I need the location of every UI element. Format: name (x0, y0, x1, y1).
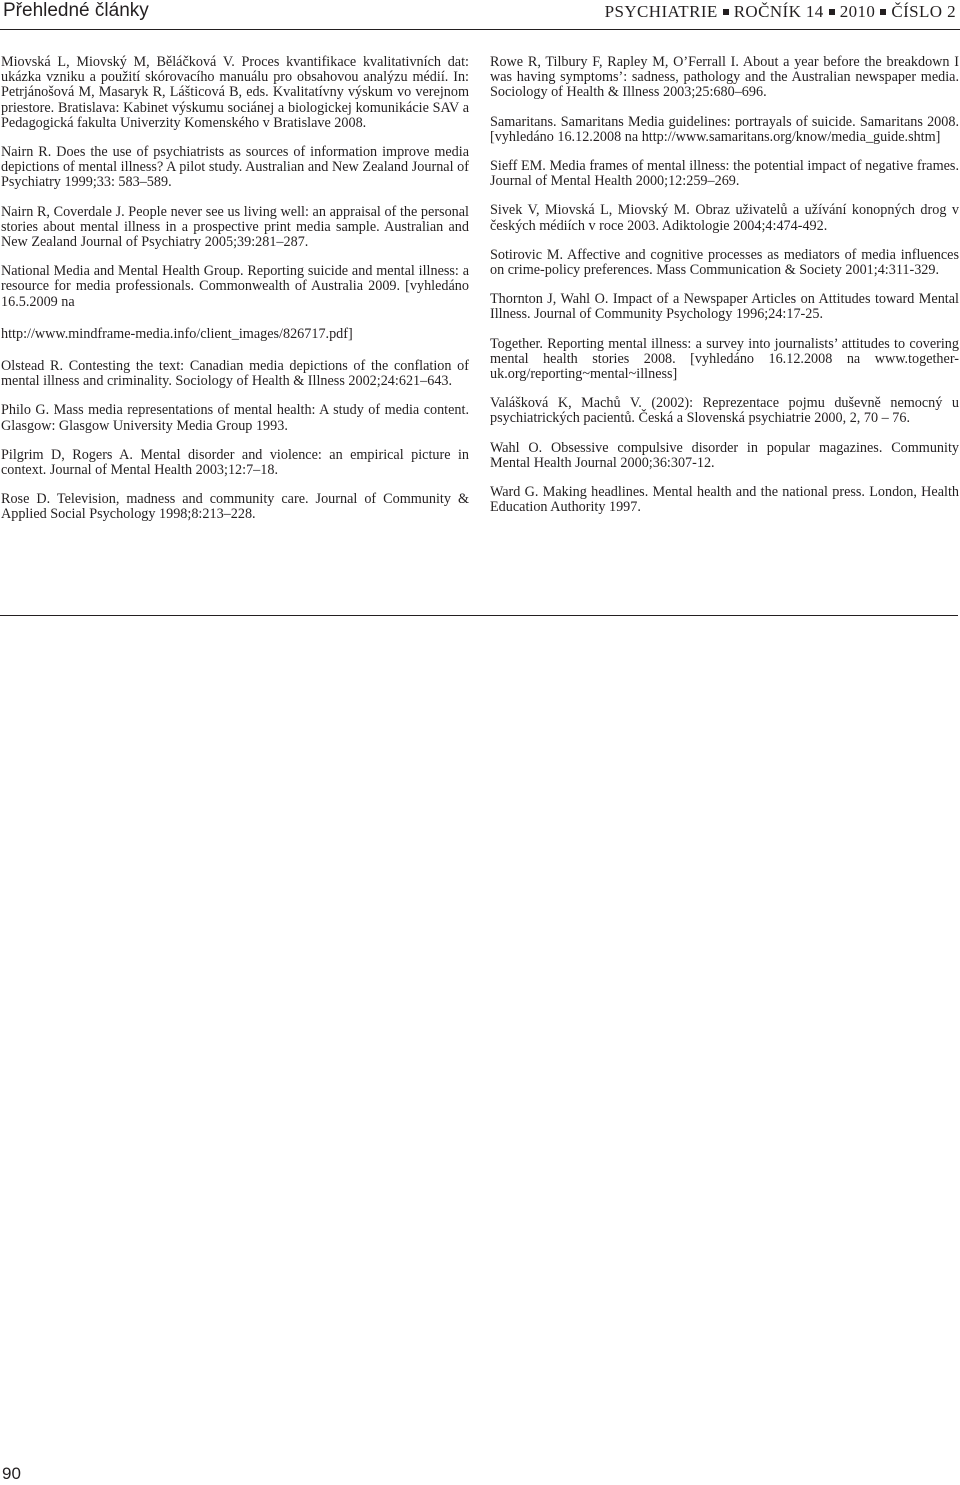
journal-issue: ČÍSLO 2 (891, 2, 956, 21)
reference-item: Sotirovic M. Affective and cognitive processes as mediators of media influences on crime-policy preferences. Mass Communication & Society 2001;4:311-329. (490, 246, 959, 279)
journal-info (605, 2, 956, 22)
reference-item: Rowe R, Tilbury F, Rapley M, O’Ferrall I. About a year before the breakdown I was having symptoms’: sadness, pathology and the Australian newspaper media. Sociology of Health & Illness 2003;25:680–696. (490, 54, 959, 101)
reference-item: Miovská L, Miovský M, Běláčková V. Proces kvantifikace kvalitativních dat: ukázka vzniku a použití skórovacího manuálu pro obsahovou analýzu médií. In: Petrjánošová M, Masaryk R, Lášticová B, eds. Kvalitatívny výskum vo verejnom priestore. Bratislava: Kabinet výskumu sociánej a biologickej komunikácie SAV a Pedagogická fakulta Univerzity Komenského v Bratislave 2008. (1, 54, 469, 131)
reference-url-line: http://www.mindframe-media.info/client_images/826717.pdf] (1, 325, 353, 342)
reference-column-left (1, 55, 469, 537)
reference-item: Wahl O. Obsessive compulsive disorder in popular magazines. Community Mental Health Journal 2000;36:307-12. (490, 439, 959, 471)
square-bullet-icon (829, 9, 835, 15)
square-bullet-icon (880, 9, 886, 15)
reference-item: National Media and Mental Health Group. Reporting suicide and mental illness: a resource for media professionals. Commonwealth of Australia 2009. [vyhledáno 16.5.2009 na (1, 263, 469, 310)
reference-item: Sieff EM. Media frames of mental illness: the potential impact of negative frames. Journal of Mental Health 2000;12:259–269. (490, 158, 959, 190)
reference-item: Thornton J, Wahl O. Impact of a Newspaper Articles on Attitudes toward Mental Illness. Journal of Community Psychology 1996;24:17-25. (490, 291, 959, 323)
journal-year: 2010 (839, 2, 876, 21)
journal-volume: ROČNÍK 14 (733, 2, 824, 21)
running-head (0, 0, 960, 30)
section-label: Přehledné články (3, 0, 149, 21)
reference-column-right (490, 55, 959, 529)
reference-item: Valášková K, Machů V. (2002): Reprezentace pojmu duševně nemocný u psychiatrických pacientů. Česká a Slovenská psychiatrie 2000, 2, 70 – 76. (490, 395, 959, 427)
reference-item: Nairn R. Does the use of psychiatrists as sources of information improve media depictions of mental illness? A pilot study. Australian and New Zealand Journal of Psychiatry 1999;33: 583–589. (1, 144, 469, 191)
header-rule (0, 29, 960, 30)
reference-item: Samaritans. Samaritans Media guidelines: portrayals of suicide. Samaritans 2008. [vyhledáno 16.12.2008 na http://www.samaritans.org/know/media_guide.shtm] (490, 113, 959, 145)
reference-item: Sivek V, Miovská L, Miovský M. Obraz uživatelů a užívání konopných drog v českých médiích v roce 2003. Adiktologie 2004;4:474-492. (490, 202, 959, 234)
reference-item: Rose D. Television, madness and community care. Journal of Community & Applied Social Psychology 1998;8:213–228. (1, 491, 469, 523)
reference-item: Nairn R, Coverdale J. People never see us living well: an appraisal of the personal stories about mental illness in a prospective print media sample. Australian and New Zealand Journal of Psychiatry 2005;39:281–287. (1, 203, 469, 251)
reference-item: Ward G. Making headlines. Mental health and the national press. London, Health Education Authority 1997. (490, 484, 959, 516)
content-end-rule (0, 615, 958, 616)
reference-item: Pilgrim D, Rogers A. Mental disorder and violence: an empirical picture in context. Journal of Mental Health 2003;12:7–18. (1, 446, 469, 479)
reference-item: Philo G. Mass media representations of mental health: A study of media content. Glasgow: Glasgow University Media Group 1993. (1, 402, 469, 434)
reference-item: Olstead R. Contesting the text: Canadian media depictions of the conflation of mental illness and criminality. Sociology of Health & Illness 2002;24:621–643. (1, 358, 469, 390)
journal-name: PSYCHIATRIE (604, 2, 718, 21)
page-number: 90 (2, 1464, 21, 1483)
square-bullet-icon (723, 9, 729, 15)
reference-item: Together. Reporting mental illness: a survey into journalists’ attitudes to covering mental health stories 2008. [vyhledáno 16.12.2008 na www.together-uk.org/reporting~mental~illness] (490, 335, 959, 383)
